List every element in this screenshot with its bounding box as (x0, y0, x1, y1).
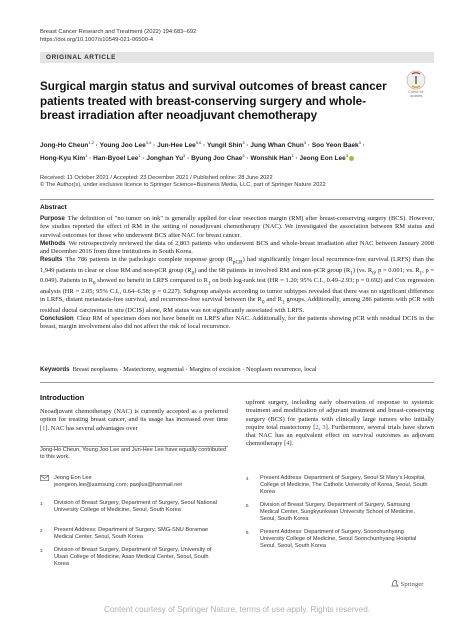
author-affil: 1,2 (88, 140, 94, 145)
abstract-results (40, 256, 434, 315)
corresponding-email[interactable]: jeongeon.lee@samsung.com; paojlus@hanmail.net (54, 482, 182, 489)
affiliation-3 (40, 547, 228, 569)
abstract-purpose (40, 215, 434, 240)
article-title: Surgical margin status and survival outcomes of breast cancer patients treated with breast-conserving surgery and whole-breast irradiation after neoadjuvant chemotherapy (40, 80, 387, 123)
author-name[interactable]: Young Joo Lee (99, 142, 146, 150)
author-name[interactable]: Hong-Kyu Kim (40, 155, 86, 163)
springer-horse-icon (391, 579, 399, 587)
results-text: on both log-rank test (HR = 1.20; 95% C.I., 0.49–2.93; p = 0.692) and Cox regression analysis (HR = 2.05; 95% C.I., 0.64–6.58; p = 0.227). Subgroup analysis according to tumor subtypes revealed that there was no significant difference in LRFS, distant metastasis-free survival, and recurrence-free survival between the R (40, 277, 434, 304)
publisher-logo (391, 579, 423, 588)
author-name[interactable]: Yungil Shin (206, 142, 243, 150)
author-affil: 1 (291, 153, 294, 159)
purpose-text: The definition of "no tumor on ink" is generally applied for clear resection margin (RM) after breast-conserving surgery (BCS). However, few studies reported the effect of RM in the setting of neoadjuvant chemotherapy (NAC). We investigated the association between RM status and survival outcomes for those who underwent BCS after NAC for breast cancer. (40, 215, 434, 239)
affiliation-mark: 3 (40, 548, 43, 553)
intro-text: ]. Furthermore, several trials have shown that NAC has an equivalent effect on survival outcomes as adjuvant chemotherapy [ (246, 423, 435, 448)
orcid-icon[interactable] (349, 156, 354, 161)
affiliation-text: Present Address: Department of Surgery, SMG-SNU Boramae Medical Center, Seoul, South Korea (54, 527, 209, 541)
author-name[interactable]: Jonghan Yu (146, 155, 184, 163)
affiliation-text: Present Address: Department of Surgery, Soonchunhyang University College of Medicine, Seoul Soonchunhyang Hospital Seoul, Seoul, South Korea (260, 529, 417, 550)
results-sub: 1 (419, 270, 423, 277)
intro-text: ]. (289, 440, 294, 448)
results-text: ) (vs. R (352, 266, 373, 274)
affiliation-mark: 1 (40, 501, 43, 506)
dates-line: Received: 11 October 2021 / Accepted: 23 December 2021 / Published online: 28 June 2022 (40, 175, 273, 181)
author-affil: 3 (242, 153, 245, 159)
results-sub: 0 (92, 280, 96, 287)
results-text: , p = 0.049). Patients in R (40, 266, 434, 285)
intro-text: , (318, 423, 323, 431)
affiliation-5 (246, 502, 434, 524)
author-name[interactable]: Jung Whan Chun (250, 142, 304, 150)
affiliation-text: Present Address: Department of Surgery, Seoul St Mary's Hospital, College of Medicine, The Catholic University of Korea, Seoul, South Korea (260, 475, 428, 496)
copyright-line: © The Author(s), under exclusive licence to Springer Science+Business Media, LLC, part of Springer Nature 2022 (40, 182, 326, 189)
envelope-icon (40, 475, 49, 481)
author-affil: 5,6 (195, 140, 202, 145)
purpose-label: Purpose (40, 215, 65, 222)
results-text: , p = 0.001; vs. R (374, 266, 420, 274)
results-sub: 0 (261, 299, 265, 306)
author-name[interactable]: Byung Joo Chae (191, 155, 243, 163)
abstract-methods (40, 240, 434, 257)
affiliation-text: Division of Breast Surgery, Department of Surgery, Samsung Medical Center, Sungkyunkwan University School of Medicine, Seoul, South Korea (260, 502, 415, 523)
corresponding-name: Jeong Eon Lee (54, 475, 92, 481)
keywords-text: Breast neoplasms · Mastectomy, segmental · Margins of excision · Neoplasm recurrence, local (72, 366, 317, 373)
results-text: showed no benefit in LRFS compared to R (95, 277, 208, 285)
results-text: ) and the 68 patients in involved RM and non-pCR group (R (194, 266, 351, 274)
keywords-label: Keywords (40, 366, 70, 373)
results-text: ) had significantly longer local recurrence-free survival (LRFS) than the 1,949 patients in clear or close RM and non-pCR group (R (40, 256, 434, 274)
results-text: and R (264, 296, 282, 304)
divider (40, 199, 434, 200)
keywords (40, 366, 434, 374)
author-name[interactable]: Jong-Ho Cheun (40, 142, 89, 150)
journal-header (40, 29, 196, 44)
results-sub: 0 (372, 270, 375, 277)
results-text: The 786 patients in the pathologic complete response group (R (65, 256, 233, 264)
intro-text: upfront surgery, including early observation of response to systemic treatment and modification of adjuvant treatment and breast-conserving surgery (BCS) for patients with clinically large tumors who initially require total mastectomy [ (246, 399, 434, 431)
courtesy-notice: Content courtesy of Springer Nature, terms of use apply. Rights reserved. (103, 605, 371, 614)
results-sub: 1 (281, 299, 285, 306)
affiliation-1 (40, 500, 228, 522)
divider (40, 382, 434, 383)
check-for-updates-badge[interactable] (398, 70, 434, 98)
check-badge-line1: Check for (408, 90, 424, 94)
abstract-conclusion (40, 315, 434, 332)
check-badge-line2: updates (409, 94, 423, 99)
affiliation-6 (246, 529, 434, 551)
affiliation-2 (40, 527, 228, 543)
methods-label: Methods (40, 239, 66, 247)
results-sub: 1 (207, 280, 211, 287)
affiliation-4 (246, 475, 434, 497)
author-name[interactable]: Soo Yeon Baek (311, 142, 359, 150)
affiliation-mark: 4 (246, 476, 249, 481)
journal-citation: Breast Cancer Research and Treatment (2022) 194:683–692 (40, 29, 197, 35)
author-list: Jong-Ho Cheun$^{1,2}$ · Young Joo Lee$^{3,4}$ · Jun-Hee Lee$^{5,6}$ · Yungil Shin$^3$ · Jung Whan Chun$^3$ · Soo Yeon Baek$^3$ · Hong-Kyu Kim$^1$ · Han-Byoel Lee$^1$ · Jonghan $Yu^3$ · Byung Joo Chae$^3$ · Wonshik Han$^1$ · Jeong Eon Lee$^3$ (40, 140, 365, 163)
results-sub: 0 (191, 270, 195, 277)
introduction-left (40, 408, 228, 433)
affiliation-text: Division of Breast Surgery, Department of Surgery, Seoul National University College of Medicine, Seoul, South Korea (54, 500, 218, 514)
check-for-updates-icon (406, 70, 426, 90)
results-sub: pCR (232, 259, 243, 266)
equal-contribution-note: Jong-Ho Cheun, Young Joo Lee and Jun-Hee Lee have equally contributed to this work. (40, 447, 226, 461)
author-affil: 3 (358, 140, 361, 145)
results-label: Results (40, 256, 63, 264)
methods-text: We retrospectively reviewed the data of 2,803 patients who underwent BCS and whole-breast irradiation after NAC between January 2008 and December 2016 from three institutions in South Korea. (40, 239, 434, 255)
affiliation-text: Division of Breast Surgery, Department of Surgery, University of Ulsan College of Medicine, Asan Medical Center, Seoul, South Korea (54, 547, 212, 568)
affiliation-mark: 5 (246, 503, 249, 508)
introduction-right (246, 399, 434, 449)
conclusion-label: Conclusion (40, 314, 74, 322)
author-affil: 3 (345, 153, 348, 159)
results-sub: 1 (350, 270, 353, 277)
affiliation-mark: 6 (246, 530, 249, 535)
author-name[interactable]: Jeong Eon Lee (299, 155, 346, 163)
author-name[interactable]: Han-Byoel Lee (93, 155, 139, 163)
author-name[interactable]: Jun-Hee Lee (157, 142, 196, 150)
author-affil: 1 (85, 153, 88, 159)
author-name[interactable]: Wonshik Han (250, 155, 292, 163)
intro-text: ]. NAC has several advantages over (45, 424, 138, 432)
reference-link[interactable]: 4 (286, 440, 290, 448)
author-affil: 3 (242, 140, 245, 145)
author-affil: 1 (138, 153, 141, 159)
article-type-band (40, 52, 434, 63)
intro-text: Neoadjuvant chemotherapy (NAC) is currently accepted as a preferred option for treating breast cancer, and its usage has increased over time [ (40, 408, 228, 432)
introduction-heading: Introduction (40, 393, 85, 402)
article-type: ORIGINAL ARTICLE (46, 54, 116, 61)
reference-link[interactable]: 3 (322, 423, 326, 431)
author-affil: 3,4 (145, 140, 152, 145)
corresponding-author (40, 475, 228, 491)
author-affil: 3 (303, 140, 307, 145)
conclusion-text: Clear RM of specimen does not have benefit on LRFS after NAC. Additionally, for the patients showing pCR with residual DCIS in the breast, margin involvement also did not affect the risk of local recurrence. (40, 314, 434, 331)
publisher-name: Springer (400, 581, 424, 588)
results-text: groups. Additionally, among 286 patients with pCR with residual ductal carcinoma in situ (DCIS) alone, RM status was not significantly associated with LRFS. (40, 296, 434, 314)
reference-link[interactable]: 1 (42, 424, 46, 432)
author-affil: 3 (183, 153, 186, 159)
abstract-heading: Abstract (40, 204, 67, 211)
abstract-body (40, 215, 434, 331)
publication-dates (40, 175, 326, 190)
doi-link[interactable]: https://doi.org/10.1007/s10549-021-06500-4 (40, 36, 154, 43)
affiliation-mark: 2 (40, 528, 43, 533)
reference-link[interactable]: 2 (315, 423, 319, 431)
